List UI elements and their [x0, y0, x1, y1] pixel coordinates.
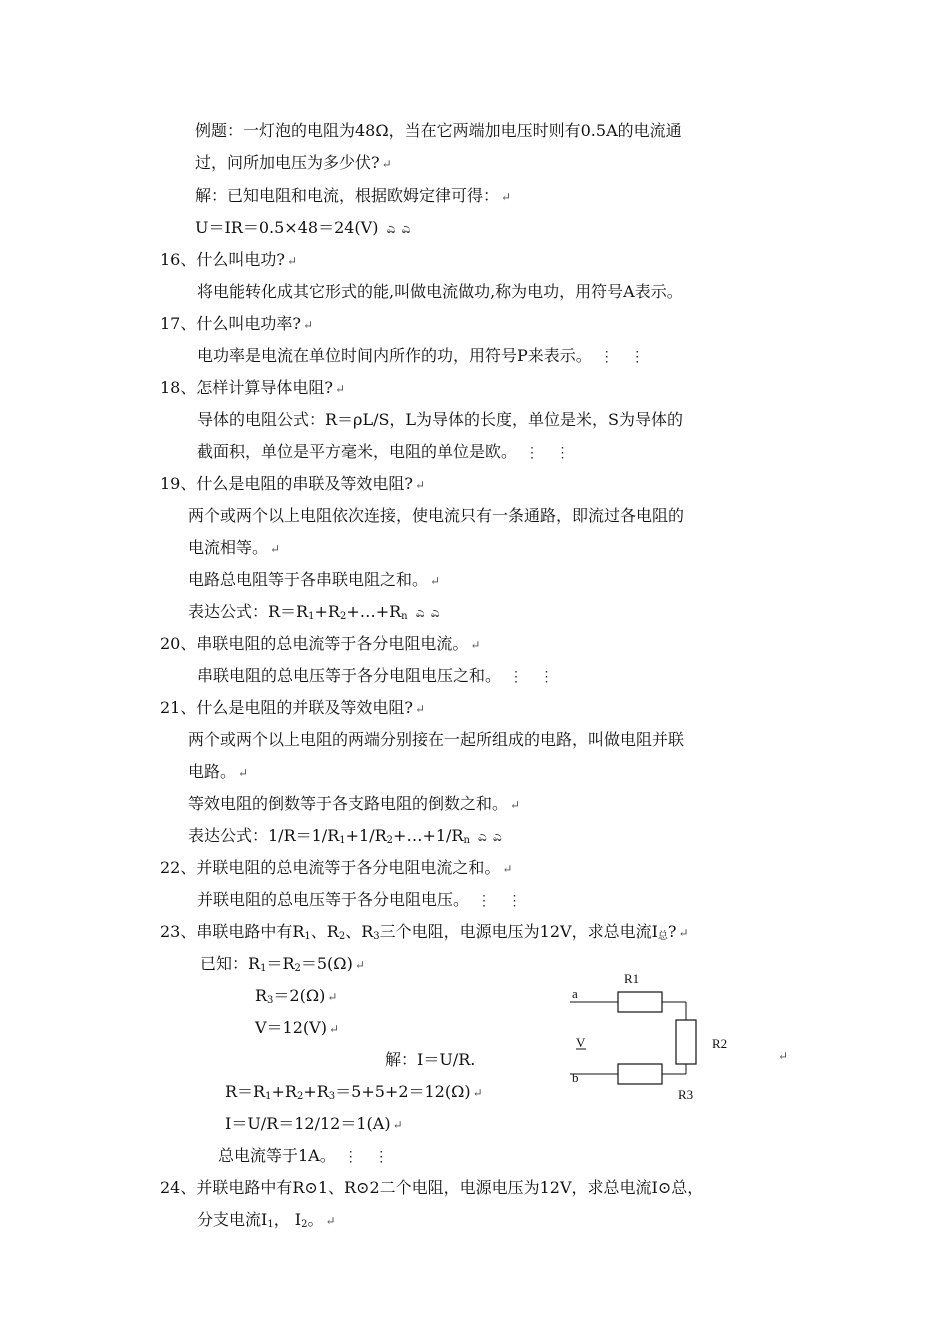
paragraph-mark: ↵	[470, 638, 481, 652]
parallel-formula: 表达公式：$1/R=1/R_1+1/R_2+\dots+1/R_n$ ಎಎ	[188, 826, 508, 846]
format-mark: ⋮ ⋮	[525, 445, 576, 461]
paragraph-mark: ↵	[778, 1049, 789, 1063]
answer-18-line-2: 截面积，单位是平方毫米，电阻的单位是欧。 ⋮ ⋮	[197, 442, 576, 461]
solution-line: 解：已知电阻和电流，根据欧姆定律可得： ↵	[195, 186, 512, 205]
answer-19-line-3: 电路总电阻等于各串联电阻之和。 ↵	[188, 570, 441, 589]
paragraph-mark: ↵	[414, 478, 426, 492]
answer-19-line-1: 两个或两个以上电阻依次连接，使电流只有一条通路，即流过各电阻的	[188, 506, 685, 525]
paragraph-mark: ↵	[325, 1214, 336, 1228]
r3-label: R3	[678, 1087, 694, 1102]
answer-21-line-1: 两个或两个以上电阻的两端分别接在一起所组成的电路，叫做电阻并联	[188, 730, 685, 749]
terminal-a-label: a	[572, 986, 578, 1001]
paragraph-mark: ↵	[510, 798, 521, 812]
question-19: 19、什么是电阻的串联及等效电阻? ↵	[160, 474, 426, 493]
given-line-2: $R_3=2(\Omega)$ ↵	[255, 986, 338, 1006]
example-line-2: 过，问所加电压为多少伏? ↵	[195, 153, 392, 172]
statement-22: 22、并联电阻的总电流等于各分电阻电流之和。 ↵	[160, 858, 513, 877]
solution-start: 解：Ⅰ＝U/R.	[385, 1050, 476, 1069]
answer-22: 并联电阻的总电压等于各分电阻电压。 ⋮ ⋮	[197, 890, 528, 909]
format-mark: ⋮ ⋮	[599, 349, 651, 365]
paragraph-mark: ↵	[414, 702, 426, 716]
format-mark: ಎಎ	[477, 829, 508, 845]
resistor-r1	[618, 992, 662, 1012]
voltage-label: V	[576, 1035, 586, 1050]
paragraph-mark: ↵	[678, 926, 689, 940]
answer-20: 串联电阻的总电压等于各分电阻电压之和。 ⋮ ⋮	[197, 666, 560, 685]
question-24-line-1: 24、并联电路中有R⊙1、R⊙2二个电阻，电源电压为12V，求总电流I⊙总，	[160, 1178, 704, 1197]
paragraph-mark: ↵	[334, 382, 346, 396]
format-mark: ⋮ ⋮	[509, 669, 560, 685]
format-mark: ⋮ ⋮	[343, 1149, 395, 1165]
series-circuit-diagram	[566, 968, 736, 1108]
current-line: Ⅰ＝U/R＝12/12＝1(A) ↵	[225, 1114, 403, 1133]
answer-21-line-2: 电路。 ↵	[188, 762, 249, 781]
resistor-r2	[676, 1020, 696, 1064]
question-18: 18、怎样计算导体电阻? ↵	[160, 378, 346, 397]
r2-label: R2	[712, 1036, 728, 1051]
statement-20: 20、串联电阻的总电流等于各分电阻电流。 ↵	[160, 634, 481, 653]
answer-18-line-1: 导体的电阻公式：R＝ρL/S，L为导体的长度，单位是米，S为导体的	[197, 410, 684, 429]
paragraph-mark: ↵	[238, 766, 249, 780]
paragraph-mark: ↵	[392, 1118, 403, 1132]
paragraph-mark: ↵	[286, 254, 298, 268]
paragraph-mark: ↵	[328, 1022, 340, 1036]
question-17: 17、什么叫电功率? ↵	[160, 314, 314, 333]
paragraph-mark: ↵	[302, 318, 314, 332]
question-24-line-2: 分支电流$Ⅰ_1$， $Ⅰ_2$。 ↵	[197, 1210, 336, 1230]
r1-label: R1	[624, 971, 640, 986]
paragraph-mark: ↵	[472, 1086, 483, 1100]
paragraph-mark: ↵	[354, 958, 365, 972]
given-line-3: V＝12(V) ↵	[255, 1018, 340, 1037]
paragraph-mark: ↵	[502, 862, 513, 876]
paragraph-mark: ↵	[270, 542, 281, 556]
answer-16: 将电能转化成其它形式的能,叫做电流做功,称为电功，用符号A表示。	[197, 282, 683, 301]
question-23: 23、串联电路中有$R_1$、$R_2$、$R_3$三个电阻，电源电压为12V，求总电流$Ⅰ_总$? ↵	[160, 922, 689, 942]
result-line: 总电流等于1A。 ⋮ ⋮	[218, 1146, 395, 1165]
question-21: 21、什么是电阻的并联及等效电阻? ↵	[160, 698, 426, 717]
answer-19-line-2: 电流相等。 ↵	[188, 538, 281, 557]
format-mark: ⋮ ⋮	[477, 893, 528, 909]
format-mark: ಎಎ	[386, 221, 417, 237]
paragraph-mark: ↵	[327, 990, 338, 1004]
given-line-1: 已知：$R_1=R_2=5(\Omega)$ ↵	[200, 954, 365, 974]
paragraph-mark: ↵	[501, 190, 512, 204]
formula-line: U＝IR＝0.5×48＝24(V) ಎಎ	[195, 218, 417, 237]
answer-21-line-3: 等效电阻的倒数等于各支路电阻的倒数之和。 ↵	[188, 794, 521, 813]
series-formula: 表达公式：$R=R_1+R_2+\dots+R_n$ ಎಎ	[188, 602, 446, 622]
format-mark: ಎಎ	[415, 605, 446, 621]
total-resistance-line: $R=R_1+R_2+R_3=5+5+2=12(\Omega)$ ↵	[225, 1082, 483, 1102]
terminal-b-label: b	[572, 1070, 579, 1085]
paragraph-mark: ↵	[381, 157, 392, 171]
example-line-1: 例题：一灯泡的电阻为48Ω，当在它两端加电压时则有0.5A的电流通	[195, 121, 682, 140]
paragraph-mark: ↵	[430, 574, 441, 588]
question-16: 16、什么叫电功? ↵	[160, 250, 298, 269]
answer-17: 电功率是电流在单位时间内所作的功，用符号P来表示。 ⋮ ⋮	[197, 346, 651, 365]
resistor-r3	[618, 1064, 662, 1084]
